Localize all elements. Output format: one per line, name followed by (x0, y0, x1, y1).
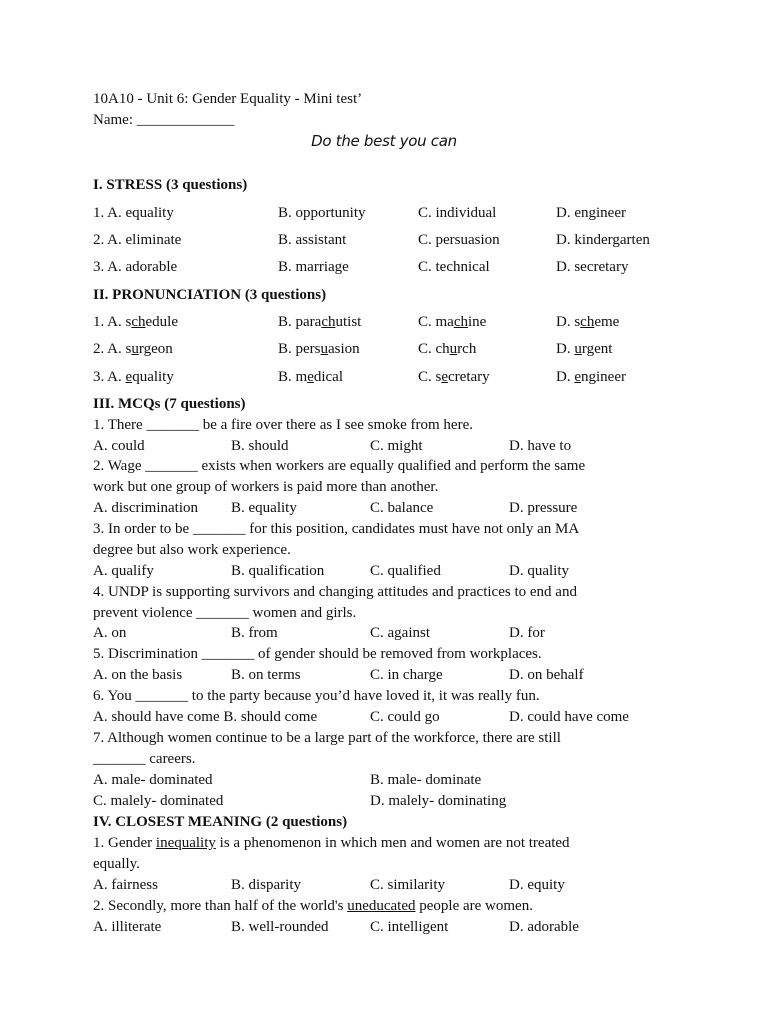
question-text: 7. Although women continue to be a large part of the workforce, there are still (93, 730, 561, 746)
question-text: 3. In order to be _______ for this position, candidates must have not only an MA (93, 521, 580, 537)
target-word: uneducated (347, 898, 416, 914)
option: A. on (93, 625, 127, 641)
option: C. similarity (370, 877, 445, 893)
option: A. qualify (93, 563, 154, 579)
question-text: work but one group of workers is paid more than another. (93, 479, 439, 495)
document-title: 10A10 - Unit 6: Gender Equality - Mini test’ (93, 91, 363, 107)
option: 2. A. eliminate (93, 232, 182, 248)
question-text: 5. Discrimination _______ of gender should be removed from workplaces. (93, 646, 542, 662)
option: B. disparity (231, 877, 301, 893)
option: C. malely- dominated (93, 793, 224, 809)
option: A. could (93, 438, 145, 454)
motto: Do the best you can (311, 132, 457, 150)
options-row (93, 875, 713, 896)
option: B. parachutist (278, 314, 362, 330)
option: C. secretary (418, 369, 490, 385)
question-text: 2. Wage _______ exists when workers are equally qualified and perform the same (93, 458, 586, 474)
option: C. church (418, 341, 477, 357)
option: 2. A. surgeon (93, 341, 173, 357)
option: A. should have come B. should come (93, 709, 318, 725)
option: D. scheme (556, 314, 620, 330)
target-word: inequality (155, 835, 216, 851)
option: B. persuasion (278, 341, 360, 357)
section-pronunciation-heading: II. PRONUNCIATION (3 questions) (93, 287, 327, 303)
option: C. qualified (370, 563, 441, 579)
option: B. qualification (231, 563, 325, 579)
option: 3. A. equality (93, 369, 174, 385)
question-text: _______ careers. (93, 751, 196, 767)
options-row (93, 707, 713, 728)
pronunciation-row-2 (93, 339, 713, 360)
option: C. technical (418, 259, 490, 275)
option: C. against (370, 625, 430, 641)
option: B. should (231, 438, 289, 454)
option: D. equity (509, 877, 565, 893)
option: D. malely- dominating (370, 793, 507, 809)
question-text: degree but also work experience. (93, 542, 291, 558)
question-text: 6. You _______ to the party because you’d have loved it, it was really fun. (93, 688, 540, 704)
options-row (93, 917, 713, 938)
option: B. on terms (231, 667, 301, 683)
option: D. could have come (509, 709, 629, 725)
section-stress-heading: I. STRESS (3 questions) (93, 177, 248, 193)
option: B. assistant (278, 232, 347, 248)
option: B. well-rounded (231, 919, 329, 935)
option: B. medical (278, 369, 344, 385)
option: D. secretary (556, 259, 629, 275)
option: C. could go (370, 709, 440, 725)
options-row (93, 791, 713, 812)
options-row (93, 436, 713, 457)
option: D. on behalf (509, 667, 584, 683)
option: C. balance (370, 500, 434, 516)
stress-row-3 (93, 257, 713, 278)
stress-row-1 (93, 203, 713, 224)
option: A. discrimination (93, 500, 198, 516)
option: D. urgent (556, 341, 613, 357)
options-row (93, 770, 713, 791)
option: A. fairness (93, 877, 158, 893)
option: B. equality (231, 500, 297, 516)
option: D. have to (509, 438, 572, 454)
option: C. persuasion (418, 232, 500, 248)
option: D. kindergarten (556, 232, 650, 248)
option: A. illiterate (93, 919, 162, 935)
option: A. male- dominated (93, 772, 213, 788)
option: D. engineer (556, 205, 626, 221)
option: C. machine (418, 314, 487, 330)
option: C. might (370, 438, 423, 454)
stress-row-2 (93, 230, 713, 251)
question-text: 4. UNDP is supporting survivors and changing attitudes and practices to end and (93, 584, 577, 600)
option: C. intelligent (370, 919, 449, 935)
option: D. quality (509, 563, 569, 579)
option: D. pressure (509, 500, 578, 516)
name-field: Name: _____________ (93, 112, 235, 128)
option: B. male- dominate (370, 772, 482, 788)
options-row (93, 498, 713, 519)
question-text: 1. Gender inequality is a phenomenon in which men and women are not treated (93, 835, 570, 851)
question-text: 1. There _______ be a fire over there as I see smoke from here. (93, 417, 473, 433)
question-text: equally. (93, 856, 140, 872)
option: C. individual (418, 205, 497, 221)
question-text: 2. Secondly, more than half of the world's uneducated people are women. (93, 898, 533, 914)
options-row (93, 623, 713, 644)
options-row (93, 665, 713, 686)
section-closest-heading: IV. CLOSEST MEANING (2 questions) (93, 814, 348, 830)
option: C. in charge (370, 667, 443, 683)
option: D. engineer (556, 369, 626, 385)
pronunciation-row-1 (93, 312, 713, 333)
pronunciation-row-3 (93, 367, 713, 388)
option: A. on the basis (93, 667, 183, 683)
option: 1. A. equality (93, 205, 174, 221)
option: B. marriage (278, 259, 349, 275)
option: 1. A. schedule (93, 314, 178, 330)
question-text: prevent violence _______ women and girls. (93, 605, 357, 621)
section-mcq-heading: III. MCQs (7 questions) (93, 396, 246, 412)
option: 3. A. adorable (93, 259, 178, 275)
option: D. for (509, 625, 545, 641)
option: D. adorable (509, 919, 579, 935)
option: B. opportunity (278, 205, 366, 221)
option: B. from (231, 625, 278, 641)
options-row (93, 561, 713, 582)
